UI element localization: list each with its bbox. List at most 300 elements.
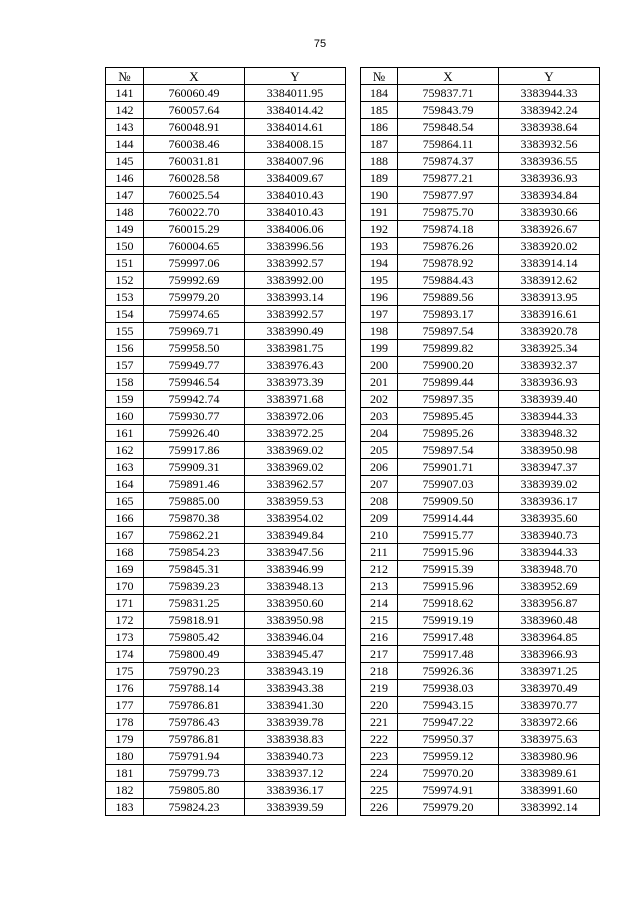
- y-coordinate-right: 3383989.61: [499, 765, 600, 782]
- point-number-right: 206: [361, 459, 398, 476]
- point-number-right: 201: [361, 374, 398, 391]
- column-gap: [346, 663, 361, 680]
- point-number-left: 157: [106, 357, 144, 374]
- table-row: [106, 731, 600, 748]
- point-number-left: 178: [106, 714, 144, 731]
- x-coordinate-right: 759893.17: [398, 306, 499, 323]
- column-gap: [346, 374, 361, 391]
- y-coordinate-left: 3383992.57: [245, 306, 346, 323]
- point-number-right: 196: [361, 289, 398, 306]
- point-number-left: 166: [106, 510, 144, 527]
- column-gap: [346, 680, 361, 697]
- x-coordinate-left: 759909.31: [144, 459, 245, 476]
- y-coordinate-right: 3383972.66: [499, 714, 600, 731]
- x-coordinate-left: 759786.43: [144, 714, 245, 731]
- x-coordinate-right: 759950.37: [398, 731, 499, 748]
- x-coordinate-right: 759917.48: [398, 646, 499, 663]
- point-number-right: 225: [361, 782, 398, 799]
- y-coordinate-right: 3383940.73: [499, 527, 600, 544]
- table-row: [106, 612, 600, 629]
- column-gap: [346, 306, 361, 323]
- column-gap: [346, 272, 361, 289]
- point-number-right: 200: [361, 357, 398, 374]
- x-coordinate-left: 759845.31: [144, 561, 245, 578]
- y-coordinate-left: 3383981.75: [245, 340, 346, 357]
- column-gap: [346, 442, 361, 459]
- x-coordinate-left: 759992.69: [144, 272, 245, 289]
- x-coordinate-right: 759877.21: [398, 170, 499, 187]
- column-gap: [346, 357, 361, 374]
- x-coordinate-right: 759897.35: [398, 391, 499, 408]
- y-coordinate-right: 3383932.56: [499, 136, 600, 153]
- y-coordinate-right: 3383992.14: [499, 799, 600, 816]
- y-coordinate-left: 3383993.14: [245, 289, 346, 306]
- point-number-right: 216: [361, 629, 398, 646]
- y-coordinate-left: 3383946.99: [245, 561, 346, 578]
- point-number-left: 145: [106, 153, 144, 170]
- table-row: [106, 204, 600, 221]
- y-coordinate-left: 3383950.60: [245, 595, 346, 612]
- header-y-right: Y: [499, 68, 600, 85]
- point-number-left: 151: [106, 255, 144, 272]
- column-gap: [346, 221, 361, 238]
- table-row: [106, 561, 600, 578]
- column-gap: [346, 612, 361, 629]
- header-x-left: X: [144, 68, 245, 85]
- y-coordinate-right: 3383938.64: [499, 119, 600, 136]
- point-number-right: 218: [361, 663, 398, 680]
- x-coordinate-right: 759914.44: [398, 510, 499, 527]
- table-row: [106, 663, 600, 680]
- y-coordinate-right: 3383971.25: [499, 663, 600, 680]
- y-coordinate-left: 3383939.59: [245, 799, 346, 816]
- point-number-right: 187: [361, 136, 398, 153]
- x-coordinate-right: 759837.71: [398, 85, 499, 102]
- x-coordinate-left: 759854.23: [144, 544, 245, 561]
- x-coordinate-left: 760057.64: [144, 102, 245, 119]
- point-number-left: 181: [106, 765, 144, 782]
- point-number-left: 171: [106, 595, 144, 612]
- x-coordinate-left: 759805.42: [144, 629, 245, 646]
- x-coordinate-right: 759909.50: [398, 493, 499, 510]
- point-number-left: 177: [106, 697, 144, 714]
- x-coordinate-right: 759897.54: [398, 323, 499, 340]
- y-coordinate-left: 3383971.68: [245, 391, 346, 408]
- point-number-left: 153: [106, 289, 144, 306]
- table-row: [106, 595, 600, 612]
- x-coordinate-left: 759799.73: [144, 765, 245, 782]
- y-coordinate-right: 3383936.93: [499, 374, 600, 391]
- x-coordinate-right: 759889.56: [398, 289, 499, 306]
- point-number-right: 190: [361, 187, 398, 204]
- column-gap: [346, 425, 361, 442]
- point-number-right: 194: [361, 255, 398, 272]
- y-coordinate-right: 3383916.61: [499, 306, 600, 323]
- x-coordinate-right: 759843.79: [398, 102, 499, 119]
- y-coordinate-left: 3383959.53: [245, 493, 346, 510]
- point-number-right: 209: [361, 510, 398, 527]
- y-coordinate-right: 3383936.55: [499, 153, 600, 170]
- x-coordinate-left: 759818.91: [144, 612, 245, 629]
- coordinates-table: [105, 67, 600, 816]
- header-num-right: №: [361, 68, 398, 85]
- point-number-left: 156: [106, 340, 144, 357]
- point-number-left: 158: [106, 374, 144, 391]
- y-coordinate-left: 3384010.43: [245, 204, 346, 221]
- table-row: [106, 765, 600, 782]
- table-row: [106, 255, 600, 272]
- column-gap: [346, 238, 361, 255]
- x-coordinate-right: 759915.96: [398, 544, 499, 561]
- point-number-left: 169: [106, 561, 144, 578]
- point-number-right: 221: [361, 714, 398, 731]
- column-gap: [346, 595, 361, 612]
- y-coordinate-left: 3383940.73: [245, 748, 346, 765]
- column-gap: [346, 578, 361, 595]
- point-number-left: 160: [106, 408, 144, 425]
- point-number-left: 154: [106, 306, 144, 323]
- x-coordinate-right: 759900.20: [398, 357, 499, 374]
- column-gap: [346, 714, 361, 731]
- x-coordinate-right: 759974.91: [398, 782, 499, 799]
- point-number-left: 179: [106, 731, 144, 748]
- table-row: [106, 306, 600, 323]
- point-number-left: 165: [106, 493, 144, 510]
- column-gap: [346, 765, 361, 782]
- point-number-left: 147: [106, 187, 144, 204]
- y-coordinate-left: 3383938.83: [245, 731, 346, 748]
- table-row: [106, 408, 600, 425]
- y-coordinate-right: 3383932.37: [499, 357, 600, 374]
- point-number-right: 186: [361, 119, 398, 136]
- column-gap: [346, 85, 361, 102]
- point-number-right: 224: [361, 765, 398, 782]
- table-row: [106, 102, 600, 119]
- x-coordinate-left: 759791.94: [144, 748, 245, 765]
- x-coordinate-right: 759876.26: [398, 238, 499, 255]
- point-number-right: 205: [361, 442, 398, 459]
- column-gap: [346, 748, 361, 765]
- x-coordinate-left: 760015.29: [144, 221, 245, 238]
- table-row: [106, 238, 600, 255]
- x-coordinate-right: 759915.96: [398, 578, 499, 595]
- point-number-right: 222: [361, 731, 398, 748]
- x-coordinate-left: 760060.49: [144, 85, 245, 102]
- y-coordinate-right: 3383912.62: [499, 272, 600, 289]
- y-coordinate-right: 3383948.70: [499, 561, 600, 578]
- y-coordinate-left: 3383969.02: [245, 459, 346, 476]
- point-number-left: 173: [106, 629, 144, 646]
- point-number-left: 148: [106, 204, 144, 221]
- y-coordinate-right: 3383980.96: [499, 748, 600, 765]
- point-number-right: 185: [361, 102, 398, 119]
- column-gap: [346, 187, 361, 204]
- table-row: [106, 442, 600, 459]
- point-number-left: 174: [106, 646, 144, 663]
- y-coordinate-left: 3383948.13: [245, 578, 346, 595]
- x-coordinate-left: 759946.54: [144, 374, 245, 391]
- point-number-left: 176: [106, 680, 144, 697]
- x-coordinate-left: 760031.81: [144, 153, 245, 170]
- table-row: [106, 493, 600, 510]
- x-coordinate-right: 759884.43: [398, 272, 499, 289]
- point-number-right: 210: [361, 527, 398, 544]
- point-number-right: 193: [361, 238, 398, 255]
- x-coordinate-right: 759979.20: [398, 799, 499, 816]
- point-number-right: 215: [361, 612, 398, 629]
- y-coordinate-right: 3383920.78: [499, 323, 600, 340]
- y-coordinate-left: 3383937.12: [245, 765, 346, 782]
- y-coordinate-left: 3383996.56: [245, 238, 346, 255]
- point-number-left: 142: [106, 102, 144, 119]
- y-coordinate-right: 3383944.33: [499, 408, 600, 425]
- point-number-right: 226: [361, 799, 398, 816]
- table-row: [106, 272, 600, 289]
- table-row: [106, 136, 600, 153]
- y-coordinate-right: 3383925.34: [499, 340, 600, 357]
- x-coordinate-right: 759915.39: [398, 561, 499, 578]
- point-number-left: 170: [106, 578, 144, 595]
- column-gap: [346, 510, 361, 527]
- y-coordinate-left: 3383941.30: [245, 697, 346, 714]
- point-number-left: 164: [106, 476, 144, 493]
- y-coordinate-right: 3383939.02: [499, 476, 600, 493]
- x-coordinate-left: 759979.20: [144, 289, 245, 306]
- y-coordinate-left: 3384010.43: [245, 187, 346, 204]
- y-coordinate-right: 3383975.63: [499, 731, 600, 748]
- x-coordinate-right: 759959.12: [398, 748, 499, 765]
- y-coordinate-right: 3383991.60: [499, 782, 600, 799]
- y-coordinate-left: 3383969.02: [245, 442, 346, 459]
- point-number-left: 167: [106, 527, 144, 544]
- x-coordinate-left: 759831.25: [144, 595, 245, 612]
- point-number-right: 197: [361, 306, 398, 323]
- column-gap: [346, 527, 361, 544]
- y-coordinate-left: 3383954.02: [245, 510, 346, 527]
- point-number-right: 198: [361, 323, 398, 340]
- x-coordinate-left: 759891.46: [144, 476, 245, 493]
- column-gap: [346, 153, 361, 170]
- x-coordinate-left: 760025.54: [144, 187, 245, 204]
- y-coordinate-right: 3383942.24: [499, 102, 600, 119]
- x-coordinate-right: 759899.44: [398, 374, 499, 391]
- point-number-right: 188: [361, 153, 398, 170]
- table-row: [106, 544, 600, 561]
- x-coordinate-left: 760048.91: [144, 119, 245, 136]
- x-coordinate-right: 759901.71: [398, 459, 499, 476]
- table-row: [106, 289, 600, 306]
- table-row: [106, 85, 600, 102]
- table-row: [106, 799, 600, 816]
- y-coordinate-left: 3383950.98: [245, 612, 346, 629]
- x-coordinate-right: 759918.62: [398, 595, 499, 612]
- point-number-left: 149: [106, 221, 144, 238]
- point-number-right: 207: [361, 476, 398, 493]
- table-row: [106, 323, 600, 340]
- x-coordinate-right: 759875.70: [398, 204, 499, 221]
- column-gap: [346, 340, 361, 357]
- point-number-right: 189: [361, 170, 398, 187]
- column-gap: [346, 782, 361, 799]
- column-gap: [346, 136, 361, 153]
- x-coordinate-left: 759949.77: [144, 357, 245, 374]
- table-row: [106, 510, 600, 527]
- x-coordinate-right: 759926.36: [398, 663, 499, 680]
- point-number-left: 146: [106, 170, 144, 187]
- x-coordinate-left: 759917.86: [144, 442, 245, 459]
- y-coordinate-right: 3383913.95: [499, 289, 600, 306]
- y-coordinate-right: 3383939.40: [499, 391, 600, 408]
- x-coordinate-right: 759848.54: [398, 119, 499, 136]
- point-number-left: 168: [106, 544, 144, 561]
- column-gap: [346, 629, 361, 646]
- x-coordinate-left: 759839.23: [144, 578, 245, 595]
- y-coordinate-right: 3383970.77: [499, 697, 600, 714]
- y-coordinate-left: 3383946.04: [245, 629, 346, 646]
- column-gap: [346, 289, 361, 306]
- y-coordinate-right: 3383930.66: [499, 204, 600, 221]
- y-coordinate-left: 3383943.38: [245, 680, 346, 697]
- column-gap: [346, 493, 361, 510]
- y-coordinate-left: 3383992.00: [245, 272, 346, 289]
- x-coordinate-left: 759788.14: [144, 680, 245, 697]
- table-row: [106, 170, 600, 187]
- table-row: [106, 340, 600, 357]
- point-number-right: 184: [361, 85, 398, 102]
- column-gap: [346, 459, 361, 476]
- y-coordinate-left: 3383939.78: [245, 714, 346, 731]
- column-gap: [346, 391, 361, 408]
- x-coordinate-left: 759974.65: [144, 306, 245, 323]
- point-number-right: 212: [361, 561, 398, 578]
- point-number-right: 199: [361, 340, 398, 357]
- column-gap: [346, 697, 361, 714]
- point-number-left: 162: [106, 442, 144, 459]
- y-coordinate-left: 3383976.43: [245, 357, 346, 374]
- y-coordinate-right: 3383950.98: [499, 442, 600, 459]
- point-number-right: 203: [361, 408, 398, 425]
- table-row: [106, 459, 600, 476]
- y-coordinate-left: 3383936.17: [245, 782, 346, 799]
- point-number-right: 213: [361, 578, 398, 595]
- x-coordinate-left: 760022.70: [144, 204, 245, 221]
- y-coordinate-right: 3383944.33: [499, 544, 600, 561]
- x-coordinate-right: 759915.77: [398, 527, 499, 544]
- point-number-right: 204: [361, 425, 398, 442]
- x-coordinate-left: 759997.06: [144, 255, 245, 272]
- table-row: [106, 187, 600, 204]
- x-coordinate-right: 759938.03: [398, 680, 499, 697]
- point-number-left: 163: [106, 459, 144, 476]
- x-coordinate-left: 759786.81: [144, 697, 245, 714]
- point-number-right: 220: [361, 697, 398, 714]
- y-coordinate-right: 3383935.60: [499, 510, 600, 527]
- table-row: [106, 391, 600, 408]
- y-coordinate-left: 3383972.06: [245, 408, 346, 425]
- x-coordinate-left: 759942.74: [144, 391, 245, 408]
- x-coordinate-right: 759877.97: [398, 187, 499, 204]
- x-coordinate-left: 759790.23: [144, 663, 245, 680]
- table-row: [106, 782, 600, 799]
- x-coordinate-left: 759824.23: [144, 799, 245, 816]
- y-coordinate-right: 3383964.85: [499, 629, 600, 646]
- y-coordinate-left: 3383943.19: [245, 663, 346, 680]
- column-gap: [346, 102, 361, 119]
- table-row: [106, 578, 600, 595]
- x-coordinate-left: 759862.21: [144, 527, 245, 544]
- x-coordinate-right: 759874.37: [398, 153, 499, 170]
- y-coordinate-left: 3384007.96: [245, 153, 346, 170]
- table-row: [106, 748, 600, 765]
- point-number-left: 141: [106, 85, 144, 102]
- point-number-left: 150: [106, 238, 144, 255]
- point-number-left: 159: [106, 391, 144, 408]
- point-number-left: 161: [106, 425, 144, 442]
- point-number-left: 144: [106, 136, 144, 153]
- point-number-right: 217: [361, 646, 398, 663]
- table-row: [106, 221, 600, 238]
- y-coordinate-right: 3383920.02: [499, 238, 600, 255]
- y-coordinate-right: 3383966.93: [499, 646, 600, 663]
- x-coordinate-left: 759969.71: [144, 323, 245, 340]
- y-coordinate-right: 3383936.93: [499, 170, 600, 187]
- point-number-right: 211: [361, 544, 398, 561]
- y-coordinate-left: 3384014.42: [245, 102, 346, 119]
- header-num-left: №: [106, 68, 144, 85]
- point-number-right: 223: [361, 748, 398, 765]
- y-coordinate-right: 3383952.69: [499, 578, 600, 595]
- y-coordinate-left: 3383990.49: [245, 323, 346, 340]
- y-coordinate-right: 3383956.87: [499, 595, 600, 612]
- point-number-right: 191: [361, 204, 398, 221]
- x-coordinate-right: 759947.22: [398, 714, 499, 731]
- x-coordinate-left: 759870.38: [144, 510, 245, 527]
- y-coordinate-left: 3383947.56: [245, 544, 346, 561]
- table-row: [106, 527, 600, 544]
- y-coordinate-left: 3383945.47: [245, 646, 346, 663]
- table-row: [106, 153, 600, 170]
- x-coordinate-right: 759864.11: [398, 136, 499, 153]
- x-coordinate-left: 760028.58: [144, 170, 245, 187]
- x-coordinate-right: 759895.45: [398, 408, 499, 425]
- header-y-left: Y: [245, 68, 346, 85]
- x-coordinate-right: 759897.54: [398, 442, 499, 459]
- table-row: [106, 680, 600, 697]
- table-row: [106, 646, 600, 663]
- column-gap: [346, 119, 361, 136]
- y-coordinate-right: 3383948.32: [499, 425, 600, 442]
- point-number-right: 195: [361, 272, 398, 289]
- x-coordinate-left: 759786.81: [144, 731, 245, 748]
- table-header-row: [106, 68, 600, 85]
- y-coordinate-right: 3383970.49: [499, 680, 600, 697]
- point-number-right: 208: [361, 493, 398, 510]
- column-gap: [346, 255, 361, 272]
- y-coordinate-left: 3384008.15: [245, 136, 346, 153]
- point-number-right: 219: [361, 680, 398, 697]
- point-number-left: 143: [106, 119, 144, 136]
- x-coordinate-left: 760004.65: [144, 238, 245, 255]
- x-coordinate-right: 759874.18: [398, 221, 499, 238]
- y-coordinate-left: 3383973.39: [245, 374, 346, 391]
- point-number-left: 180: [106, 748, 144, 765]
- x-coordinate-left: 759805.80: [144, 782, 245, 799]
- column-gap: [346, 68, 361, 85]
- y-coordinate-left: 3384006.06: [245, 221, 346, 238]
- x-coordinate-left: 760038.46: [144, 136, 245, 153]
- table-row: [106, 374, 600, 391]
- header-x-right: X: [398, 68, 499, 85]
